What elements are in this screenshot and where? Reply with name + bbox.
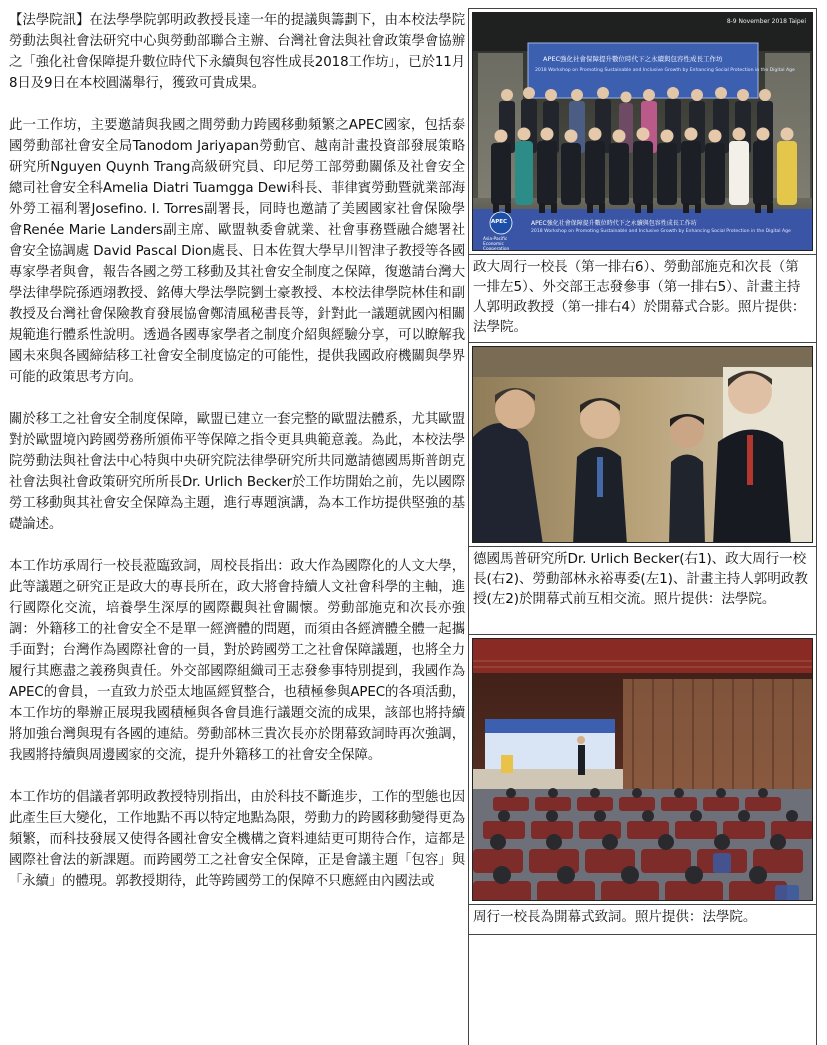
group-photo [472, 12, 813, 251]
paragraph: 【法學院訊】在法學學院郭明政教授長達一年的提議與籌劃下，由本校法學院勞動法與社會法研究中心與勞動部聯合主辦、台灣社會法與社會政策學會協辦之「強化社會保障提升數位時代下永續與包容性成長2018工作坊」，已於11月8日及9日在本校圓滿舉行，獲致可貴成果。 [9, 13, 465, 91]
apec-logo-text: Asia-Pacific Economic Cooperation [483, 237, 510, 251]
paragraph: 此一工作坊，主要邀請與我國之間勞動力跨國移動頻繁之APEC國家，包括泰國勞動部社會安全局Tanodom Jariyapan勞動官、越南計畫投資部發展策略研究所Nguyen Quynh Trang高級研究員、印尼勞工部勞動關係及社會安全總司社會安全科Amelia Diatri Tuamgga Dewi科長、菲律賓勞動暨就業部海外勞工福利署Josefino. I. Torres副署長，同時也邀請了美國國家社會保險學會Renée Marie Landers副主席、歐盟執委會就業、社會事務暨融合總署社會安全協調處 David Pascal Dion處長、日本佐賀大學早川智津子教授等各國專家學者與會，報告各國之勞工移動及其社會安全制度之保障，復邀請台灣大學法律學院孫迺翊教授、銘傳大學法學院劉士豪教授、本校法律學院林佳和副教授及台灣社會保險教育發展協會鄭清風秘書長等，針對此一議題就國內相關規範進行體系性說明。透過各國專家學者之制度介紹與經驗分享，可以瞭解我國未來與各國締結移工社會安全制度協定的可能性，提供我國政府機關與學界可能的政策思考方向。 [9, 118, 465, 385]
conversation-photo [472, 346, 813, 543]
apec-logo-icon: APEC [491, 219, 508, 225]
paragraph: 關於移工之社會安全制度保障，歐盟已建立一套完整的歐盟法體系，尤其歐盟對於歐盟境內跨國勞務所頒佈平等保障之指令更具典範意義。為此，本校法學院勞動法與社會法中心特與中央研究院法律學研究所共同邀請德國馬斯普朗克社會法與社會政策研究所所長Dr. Urlich Becker於工作坊開始之前，先以國際勞工移動與其社會安全保障為主題，進行專題演講，為本工作坊提供堅強的基礎論述。 [9, 412, 465, 532]
photo-caption: 德國馬普研究所Dr. Urlich Becker(右1)、政大周行一校長(右2)、勞動部林永裕專委(左1)、計畫主持人郭明政教授(左2)於開幕式前互相交流。照片提供：法學院。 [469, 547, 816, 635]
group-photo-cell [469, 9, 816, 255]
conversation-photo-image [473, 347, 813, 543]
floor-banner-title: APEC強化社會保障提升數位時代下之永續與包容性成長工作坊 [531, 220, 697, 227]
banner-title: APEC強化社會保障提升數位時代下之永續與包容性成長工作坊 [543, 55, 723, 63]
empty-cell [469, 935, 816, 1045]
floor-banner-subtitle: 2018 Workshop on Promoting Sustainable and Inclusive Growth by Enhancing Social Protection in the Digital Age [531, 229, 791, 234]
conversation-photo-cell [469, 343, 816, 547]
photo-date-stamp: 8-9 November 2018 Taipei [726, 18, 806, 25]
photo-caption: 政大周行一校長（第一排右6）、勞動部施克和次長（第一排左5）、外交部王志發參事（第一排右5）、計畫主持人郭明政教授（第一排右4）於開幕式合影。照片提供：法學院。 [469, 255, 816, 343]
auditorium-photo-image [473, 639, 813, 901]
auditorium-photo-cell [469, 635, 816, 905]
auditorium-photo [472, 638, 813, 901]
photo-caption: 周行一校長為開幕式致詞。照片提供：法學院。 [469, 905, 816, 935]
article-body [9, 10, 465, 913]
photo-sidebar [468, 8, 817, 1045]
paragraph: 本工作坊的倡議者郭明政教授特別指出，由於科技不斷進步，工作的型態也因此產生巨大變化，工作地點不再以特定地點為限，勞動力的跨國移動變得更為頻繁，而科技發展又使得各國社會安全機構之資料連結更可期待合作，這都是國際社會法的新課題。而跨國勞工之社會安全保障，正是會議主題「包容」與「永續」的體現。郭教授期待，此等跨國勞工的保障不只應經由內國法或 [9, 790, 465, 889]
banner-subtitle: 2018 Workshop on Promoting Sustainable and Inclusive Growth by Enhancing Social Protection in the Digital Age [535, 68, 795, 73]
group-photo-image [473, 13, 813, 251]
paragraph: 本工作坊承周行一校長蒞臨致詞，周校長指出：政大作為國際化的人文大學，此等議題之研究正是政大的專長所在，政大將會持續人文社會科學的主軸，進行國際化交流，培養學生深厚的國際觀與社會關懷。勞動部施克和次長亦強調：外籍移工的社會安全不是單一經濟體的問題，而須由各經濟體全體一起攜手面對；台灣作為國際社會的一員，對於跨國勞工之社會保障議題，也將全力履行其應盡之義務與責任。外交部國際組織司王志發參事特別提到，我國作為APEC的會員，一直致力於亞太地區經貿整合，也積極參與APEC的各項活動，本工作坊的舉辦正展現我國積極與各會員進行議題交流的成果，該部也將持續將加強台灣與現有各國的連結。勞動部林三貴次長亦於閉幕致詞時再次強調，我國將持續與周邊國家的交流，提升外籍移工的社會安全保障。 [9, 559, 465, 763]
